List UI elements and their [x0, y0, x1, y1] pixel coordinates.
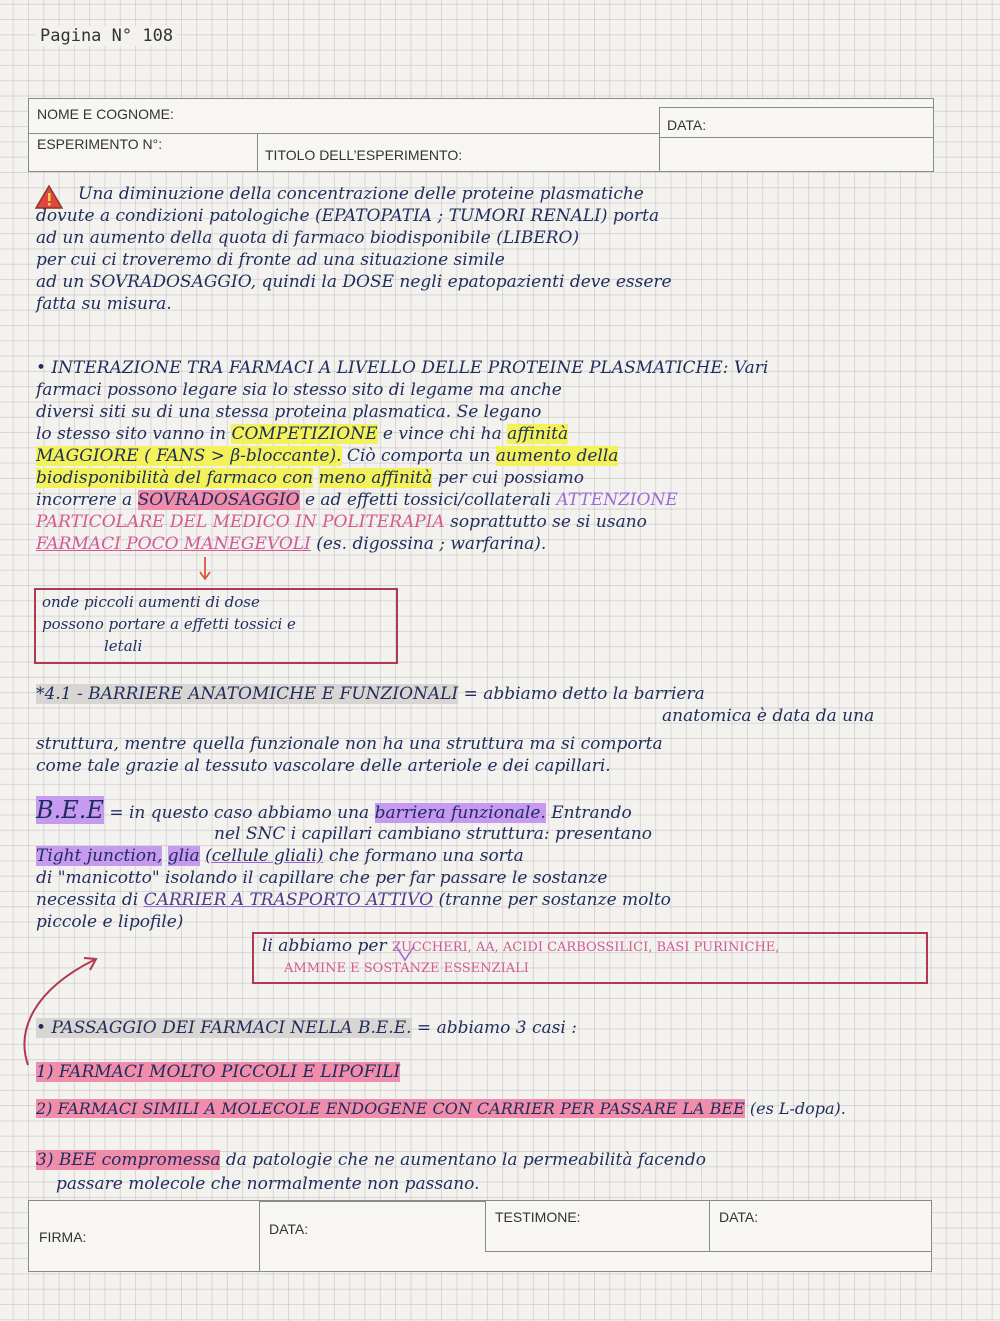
para2-text: e ad effetti tossici/collaterali	[304, 490, 551, 510]
carrier-note-list: AMMINE E SOSTANZE ESSENZIALI	[284, 961, 529, 976]
para1-line: ad un aumento della quota di farmaco biodisponibile (LIBERO)	[36, 228, 580, 248]
note-box-line: onde piccoli aumenti di dose	[42, 593, 260, 611]
footer-date-label: DATA:	[269, 1221, 309, 1237]
para2-text: Vari	[733, 358, 769, 378]
para4-text: necessita di	[36, 890, 139, 910]
para3-line: anatomica è data da una	[662, 706, 875, 726]
para2-text: incorrere a	[36, 490, 133, 510]
title-label: TITOLO DELL’ESPERIMENTO:	[265, 147, 463, 163]
header-form	[28, 98, 934, 172]
para3-line: come tale grazie al tessuto vascolare delle arteriole e dei capillari.	[36, 756, 611, 776]
para4-line: di "manicotto" isolando il capillare che per far passare le sostanze	[36, 868, 608, 888]
para4-text: = in questo caso abbiamo una	[109, 803, 370, 823]
sign-label: FIRMA:	[39, 1229, 87, 1245]
tight-junction-highlight: Tight junction,	[36, 846, 163, 866]
para5-text: = abbiamo 3 casi :	[416, 1018, 577, 1038]
maggiore-highlight: MAGGIORE ( FANS > β-bloccante).	[36, 446, 342, 466]
case3-highlight: 3) BEE compromessa	[36, 1150, 221, 1170]
name-label: NOME E COGNOME:	[37, 106, 174, 122]
farmaci-poco-manegevoli-text: FARMACI POCO MANEGEVOLI	[36, 534, 311, 554]
arrow-icon	[394, 944, 416, 964]
glia-highlight: glia	[167, 846, 200, 866]
biodisponibilita-highlight: biodisponibilità del farmaco con	[36, 468, 314, 488]
para2-text: soprattutto se si usano	[450, 512, 647, 532]
para5-text: (es L-dopa).	[749, 1099, 846, 1118]
para1-line: per cui ci troveremo di fronte ad una situazione simile	[36, 250, 505, 270]
para1-line: Una diminuzione della concentrazione delle proteine plasmatiche	[78, 184, 644, 204]
para5-line: passare molecole che normalmente non passano.	[56, 1174, 480, 1194]
footer-date2-label: DATA:	[719, 1209, 759, 1225]
competizione-highlight: COMPETIZIONE	[231, 424, 378, 444]
para1-line: ad un SOVRADOSAGGIO, quindi la DOSE negli epatopazienti deve essere	[36, 272, 672, 292]
para4-text: (cellule gliali)	[205, 846, 324, 866]
case1-highlight: 1) FARMACI MOLTO PICCOLI E LIPOFILI	[36, 1062, 401, 1082]
footer-form	[28, 1200, 932, 1272]
aumento-highlight: aumento della	[495, 446, 619, 466]
para2-text: (es. digossina ; warfarina).	[316, 534, 547, 554]
attenzione-text: ATTENZIONE	[556, 490, 678, 510]
bee-label: B.E.E	[36, 796, 104, 824]
para3-text: = abbiamo detto la barriera	[463, 684, 705, 704]
arrow-down-icon	[198, 556, 212, 582]
case2-highlight: 2) FARMACI SIMILI A MOLECOLE ENDOGENE CON CARRIER PER PASSARE LA BEE	[36, 1099, 745, 1118]
para4-text: che formano una sorta	[328, 846, 524, 866]
para5-text: da patologie che ne aumentano la permeabilità facendo	[225, 1150, 706, 1170]
para4-line: nel SNC i capillari cambiano struttura: presentano	[214, 824, 652, 844]
carrier-note-list: ZUCCHERI, AA, ACIDI CARBOSSILICI, BASI PURINICHE,	[391, 940, 780, 955]
para2-text: per cui possiamo	[437, 468, 584, 488]
para4-line: piccole e lipofile)	[36, 912, 184, 932]
para2-text: Ciò comporta un	[346, 446, 491, 466]
date-label: DATA:	[667, 117, 707, 133]
affinita-highlight: affinità	[507, 424, 569, 444]
politerapia-text: PARTICOLARE DEL MEDICO IN POLITERAPIA	[36, 512, 445, 532]
para1-line: dovute a condizioni patologiche (EPATOPATIA ; TUMORI RENALI) porta	[36, 206, 660, 226]
para2-line: farmaci possono legare sia lo stesso sito di legame ma anche	[36, 380, 562, 400]
experiment-label: ESPERIMENTO N°:	[37, 136, 163, 152]
para4-text: (tranne per sostanze molto	[438, 890, 671, 910]
para4-text: Entrando	[551, 803, 632, 823]
carrier-note-text: li abbiamo per	[262, 936, 387, 956]
barriere-heading: *4.1 - BARRIERE ANATOMICHE E FUNZIONALI	[36, 684, 459, 704]
para2-heading: • INTERAZIONE TRA FARMACI A LIVELLO DELLE PROTEINE PLASMATICHE:	[36, 358, 729, 378]
sovradosaggio-highlight: SOVRADOSAGGIO	[137, 490, 300, 510]
meno-affinita-highlight: meno affinità	[318, 468, 433, 488]
note-box-line: possono portare a effetti tossici e	[42, 615, 296, 633]
para2-text: lo stesso sito vanno in	[36, 424, 227, 444]
para2-line: diversi siti su di una stessa proteina plasmatica. Se legano	[36, 402, 542, 422]
para3-line: struttura, mentre quella funzionale non ha una struttura ma si comporta	[36, 734, 663, 754]
barriera-funzionale-highlight: barriera funzionale.	[374, 803, 546, 823]
note-box-line: letali	[104, 637, 143, 655]
para1-line: fatta su misura.	[36, 294, 172, 314]
para2-text: e vince chi ha	[382, 424, 502, 444]
witness-label: TESTIMONE:	[495, 1209, 581, 1225]
curved-arrow-icon	[14, 930, 124, 1070]
carrier-text: CARRIER A TRASPORTO ATTIVO	[143, 890, 434, 910]
page-number: Pagina N° 108	[36, 26, 177, 46]
passaggio-heading: • PASSAGGIO DEI FARMACI NELLA B.E.E.	[36, 1018, 412, 1038]
